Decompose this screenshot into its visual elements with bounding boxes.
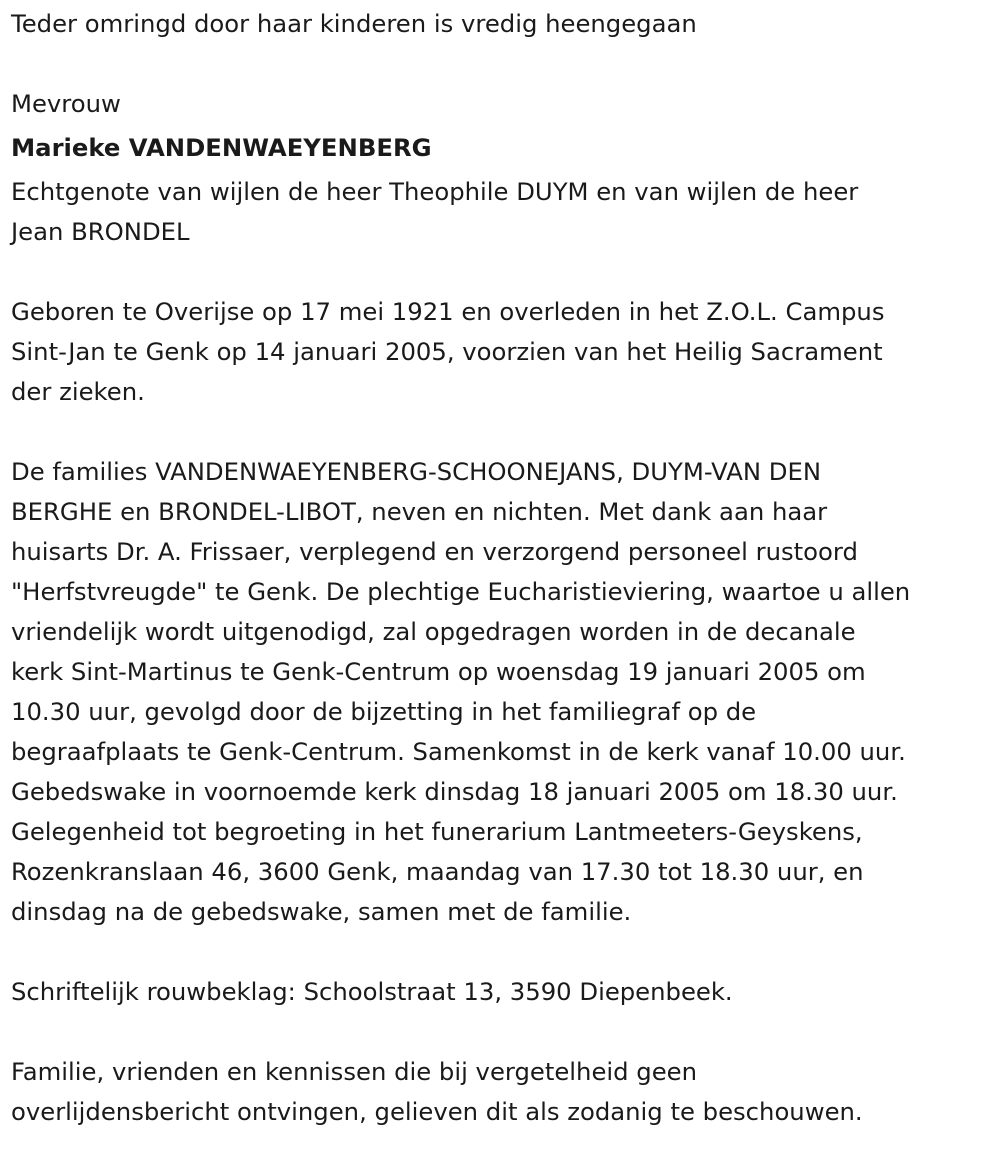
text-line: begraafplaats te Genk-Centrum. Samenkomst in de kerk vanaf 10.00 uur. (11, 737, 906, 766)
text-line: overlijdensbericht ontvingen, gelieven dit als zodanig te beschouwen. (11, 1097, 863, 1126)
text-line: BERGHE en BRONDEL-LIBOT, neven en nichten. Met dank aan haar (11, 497, 828, 526)
spouse-paragraph (11, 172, 996, 252)
text-line: "Herfstvreugde" te Genk. De plechtige Eucharistieviering, waartoe u allen (11, 577, 911, 606)
spacer (11, 412, 996, 452)
text-line: huisarts Dr. A. Frissaer, verplegend en verzorgend personeel rustoord (11, 537, 858, 566)
obituary-document (11, 4, 996, 1132)
spouse-line: Echtgenote van wijlen de heer Theophile DUYM en van wijlen de heer (11, 177, 859, 206)
spacer (11, 252, 996, 292)
text-line: der zieken. (11, 377, 145, 406)
spouse-line: Jean BRONDEL (11, 217, 190, 246)
birth-death-paragraph (11, 292, 996, 412)
text-line: Gebedswake in voornoemde kerk dinsdag 18 januari 2005 om 18.30 uur. (11, 777, 898, 806)
closing-paragraph (11, 1052, 996, 1132)
spacer (11, 44, 996, 84)
deceased-name: Marieke VANDENWAEYENBERG (11, 133, 432, 162)
text-line: Geboren te Overijse op 17 mei 1921 en overleden in het Z.O.L. Campus (11, 297, 885, 326)
text-line: dinsdag na de gebedswake, samen met de familie. (11, 897, 632, 926)
spacer (11, 1012, 996, 1052)
spacer (11, 932, 996, 972)
families-paragraph (11, 452, 996, 932)
text-line: kerk Sint-Martinus te Genk-Centrum op woensdag 19 januari 2005 om (11, 657, 866, 686)
text-line: vriendelijk wordt uitgenodigd, zal opgedragen worden in de decanale (11, 617, 856, 646)
text-line: 10.30 uur, gevolgd door de bijzetting in het familiegraf op de (11, 697, 757, 726)
text-line: Gelegenheid tot begroeting in het funerarium Lantmeeters-Geyskens, (11, 817, 863, 846)
text-line: Sint-Jan te Genk op 14 januari 2005, voorzien van het Heilig Sacrament (11, 337, 883, 366)
honorific: Mevrouw (11, 89, 121, 118)
text-line: Familie, vrienden en kennissen die bij vergetelheid geen (11, 1057, 698, 1086)
text-line: De families VANDENWAEYENBERG-SCHOONEJANS, DUYM-VAN DEN (11, 457, 822, 486)
text-line: Rozenkranslaan 46, 3600 Genk, maandag van 17.30 tot 18.30 uur, en (11, 857, 864, 886)
intro-line: Teder omringd door haar kinderen is vredig heengegaan (11, 9, 697, 38)
condolence-address: Schriftelijk rouwbeklag: Schoolstraat 13, 3590 Diepenbeek. (11, 977, 733, 1006)
